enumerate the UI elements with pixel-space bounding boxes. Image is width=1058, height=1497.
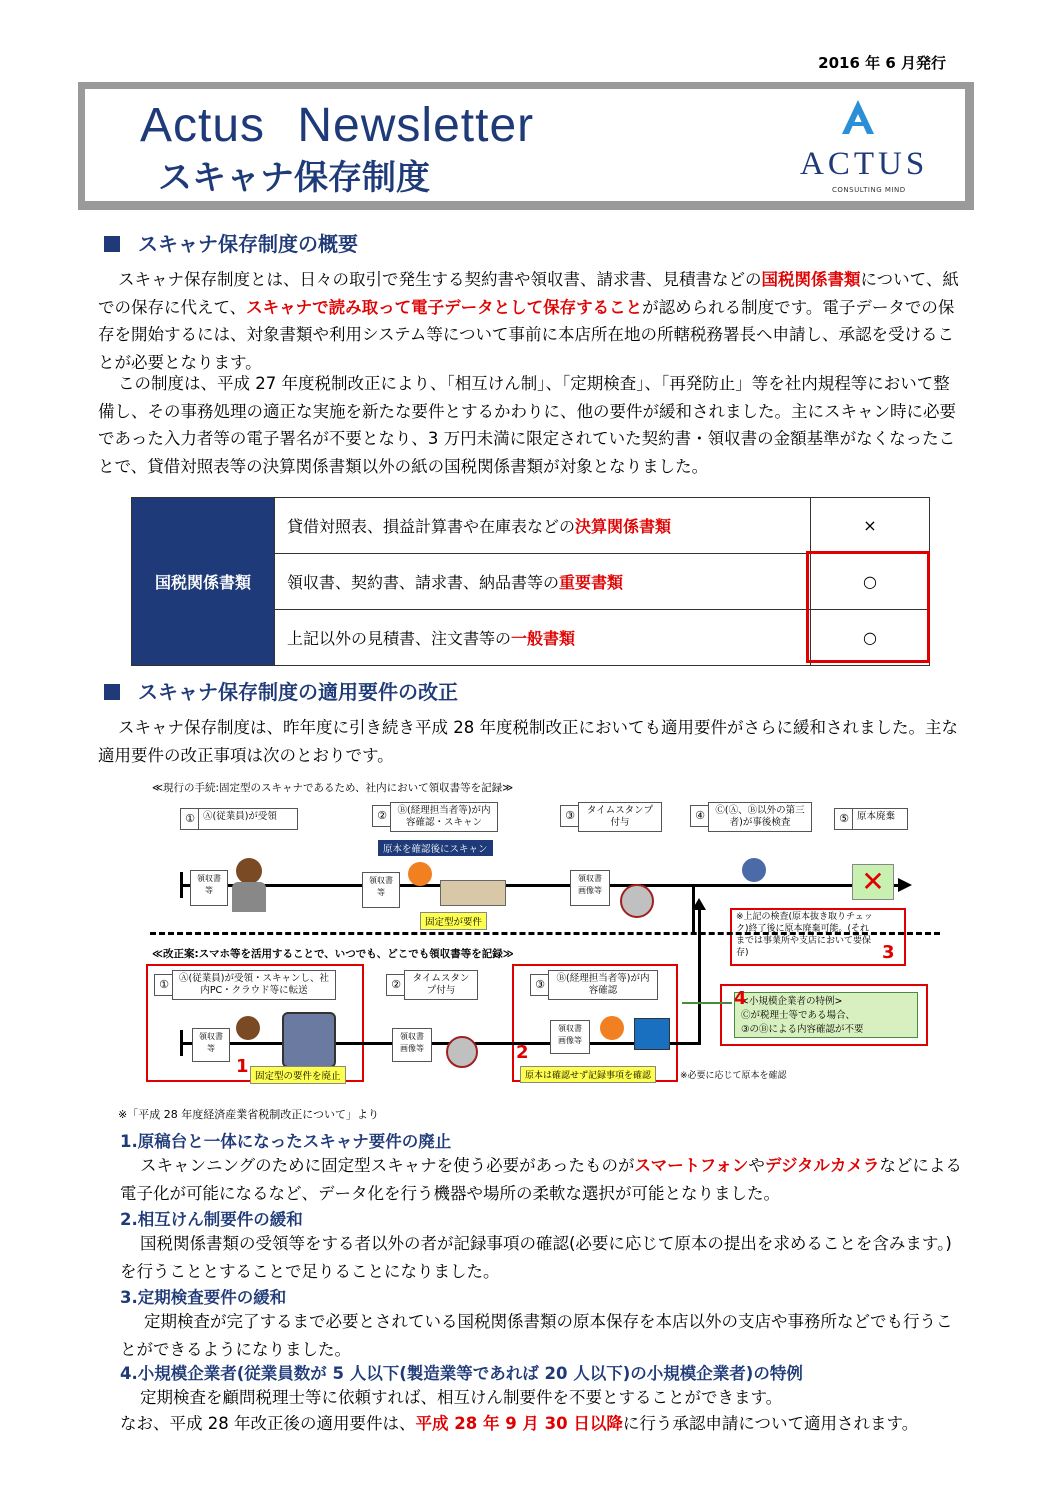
item2-heading: 2.相互けん制要件の緩和 — [120, 1210, 303, 1229]
special-rule-line: Ⓒが税理士等である場合、 — [741, 1010, 856, 1021]
timeline-start — [180, 872, 183, 898]
step-box: Ⓑ(経理担当者等)が内容確認 — [548, 970, 658, 1000]
item3-heading: 3.定期検査要件の緩和 — [120, 1288, 287, 1307]
employee-body-icon — [232, 882, 266, 912]
body-text: 国税関係書類の受領等をする者以外の者が記録事項の確認(必要に応じて原本の提出を求めることを含みます。)を行うこととすることで足りることになりました。 — [120, 1234, 952, 1281]
table-doc-cell: 領収書、契約書、請求書、納品書等の重要書類 — [275, 554, 811, 610]
receipt-image-icon: 領収書画像等 — [550, 1020, 590, 1054]
receipt-icon: 領収書等 — [192, 1028, 230, 1062]
table-mark-cell: × — [811, 498, 930, 554]
square-bullet-icon — [104, 236, 120, 252]
special-connector — [682, 1002, 732, 1004]
section1-heading: スキャナ保存制度の概要 — [104, 228, 358, 257]
body-text: に行う承認申請について適用されます。 — [622, 1414, 919, 1433]
timeline-start — [180, 1030, 183, 1056]
arrow-head-icon — [898, 878, 912, 892]
section1-paragraph2: この制度は、平成 27 年度税制改正により、「相互けん制」、「定期検査」、「再発防止」等を社内規程等において整備し、その事務処理の適正な実施を新たな要件とするかわりに、他の要件が緩和されました。主にスキャン時に必要であった入力者等の電子署名が不要となり、3 万円未満に限定されていた契約書・領収書の金額基準がなくなったことで、貸借対照表等の決算関係書類以外の紙の国税関係書類が対象となりました。 — [98, 374, 956, 476]
closing-note — [120, 1410, 980, 1438]
logo-tagline: CONSULTING MIND — [832, 186, 906, 194]
receipt-icon: 領収書等 — [362, 872, 400, 908]
fixed-required-label: 固定型が要件 — [420, 912, 487, 930]
item2-body — [120, 1230, 968, 1285]
highlight-text: デジタルカメラ — [764, 1156, 880, 1175]
scan-after-check-label: 原本を確認後にスキャン — [378, 840, 493, 856]
employee-icon — [236, 858, 262, 884]
step-number: ② — [372, 805, 392, 827]
table-mark-cell: ○ — [811, 610, 930, 666]
receipt-image-icon: 領収書画像等 — [570, 870, 610, 906]
section2-heading: スキャナ保存制度の適用要件の改正 — [104, 676, 458, 705]
special-rule-line: ③のⒷによる内容確認が不要 — [741, 1024, 864, 1035]
check-note-text: ※上記の検査(原本抜き取りチェック)終了後に原本廃棄可能。(それまでは事業所や支店において要保存) — [736, 912, 873, 958]
highlight-box — [806, 551, 930, 663]
as-needed-note: ※必要に応じて原本を確認 — [680, 1071, 787, 1081]
highlight-text: 平成 28 年 9 月 30 日以降 — [415, 1414, 623, 1433]
procedure-diagram — [140, 780, 950, 1100]
receipt-image-icon: 領収書画像等 — [392, 1028, 432, 1062]
highlight-text: 国税関係書類 — [761, 270, 861, 289]
newsletter-subtitle: スキャナ保存制度 — [158, 158, 430, 198]
accountant-icon — [408, 862, 432, 886]
body-text: 定期検査が完了するまで必要とされている国税関係書類の原本保存を本店以外の支店や事務所などでも行うことができるようになりました。 — [120, 1312, 953, 1359]
step-box: Ⓐ(従業員)が受領・スキャンし、社内PC・クラウド等に転送 — [172, 970, 336, 1000]
step-box: Ⓑ(経理担当者等)が内容確認・スキャン — [390, 802, 498, 832]
current-procedure-title: ≪現行の手続:固定型のスキャナであるため、社内において領収書等を記録≫ — [152, 782, 514, 794]
step-number: ① — [154, 974, 174, 996]
timeline-line — [180, 1042, 700, 1045]
body-text: なお、平成 28 年改正後の適用要件は、 — [120, 1414, 416, 1433]
body-text: 定期検査を顧問税理士等に依頼すれば、相互けん制要件を不要とすることができます。 — [140, 1388, 783, 1407]
table-doc-cell: 貸借対照表、損益計算書や在庫表などの決算関係書類 — [275, 498, 811, 554]
logo-text: ACTUS — [800, 146, 929, 182]
callout-number-1: 1 — [236, 1056, 249, 1077]
highlight-text: スキャナで読み取って電子データとして保存すること — [246, 297, 643, 317]
callout-number-4: 4 — [734, 988, 747, 1009]
step-box: タイムスタンプ付与 — [578, 802, 662, 832]
body-text: が認められる制度です。電子データでの保存を開始するには、対象書類や利用システム等について事前に本店所在地の所轄税務署長へ申請し、承認を受けることが必要となります。 — [98, 297, 955, 372]
special-rule-title: <小規模企業者の特例> — [741, 996, 843, 1007]
body-text: スキャンニングのために固定型スキャナを使う必要があったものが — [140, 1156, 635, 1175]
scanner-icon — [440, 880, 506, 906]
body-text: スキャナ保存制度とは、日々の取引で発生する契約書や領収書、請求書、見積書などの — [118, 270, 762, 289]
section2-intro: スキャナ保存制度は、昨年度に引き続き平成 28 年度税制改正においても適用要件がさらに緩和されました。主な適用要件の改正事項は次のとおりです。 — [98, 718, 958, 765]
square-bullet-icon — [104, 684, 120, 700]
step-number: ③ — [560, 805, 580, 827]
employee-icon — [236, 1016, 260, 1040]
item4-body — [120, 1384, 968, 1412]
abolish-fixed-label: 固定型の要件を廃止 — [250, 1066, 346, 1084]
table-doc-cell: 上記以外の見積書、注文書等の一般書類 — [275, 610, 811, 666]
item3-body — [120, 1308, 968, 1363]
discard-x-icon: ✕ — [852, 864, 894, 900]
timeline-arrow — [180, 884, 900, 887]
section1-paragraph1 — [98, 266, 960, 376]
step-number: ⑤ — [834, 808, 854, 830]
step-number: ① — [180, 808, 200, 830]
arrow-up-icon — [692, 898, 706, 910]
table-row — [132, 498, 930, 554]
step-box: タイムスタンプ付与 — [404, 970, 478, 1000]
item4-heading: 4.小規模企業者(従業員数が 5 人以下(製造業等であれば 20 人以下)の小規模企業者)の特例 — [120, 1364, 803, 1383]
dashed-divider — [150, 932, 940, 935]
newsletter-title: Actus Newsletter — [140, 99, 535, 152]
table-mark-cell: ○ — [811, 554, 930, 610]
accountant-icon — [600, 1016, 624, 1040]
body-text: や — [748, 1156, 765, 1175]
step-box: 原本廃棄 — [852, 808, 908, 830]
body-text: について、紙での保存に代えて、 — [98, 270, 959, 317]
pc-monitor-icon — [634, 1018, 670, 1050]
connector-up-line — [698, 906, 701, 1045]
step-number: ④ — [690, 805, 710, 827]
body-text: などによる電子化が可能になるなど、データ化を行う機器や場所の柔軟な選択が可能となりました。 — [120, 1156, 962, 1203]
timestamp-seal-icon — [620, 884, 654, 918]
callout-number-2: 2 — [516, 1042, 529, 1063]
diagram-source: ※「平成 28 年度経済産業省税制改正について」より — [118, 1108, 379, 1121]
table-label-cell: 国税関係書類 — [132, 498, 275, 666]
no-original-check-label: 原本は確認せず記録事項を確認 — [520, 1066, 656, 1083]
receipt-icon: 領収書等 — [190, 870, 228, 906]
issue-date: 2016 年 6 月発行 — [818, 54, 946, 72]
actus-logo-icon — [838, 98, 878, 138]
highlight-text: スマートフォン — [634, 1156, 749, 1175]
step-number: ③ — [530, 974, 550, 996]
reform-title: ≪改正案:スマホ等を活用することで、いつでも、どこでも領収書等を記録≫ — [152, 948, 514, 960]
inspector-icon — [742, 858, 766, 882]
special-rule-box — [734, 992, 918, 1038]
callout-number-3: 3 — [882, 942, 895, 963]
item1-heading: 1.原稿台と一体になったスキャナ要件の廃止 — [120, 1132, 452, 1151]
timestamp-seal-icon — [446, 1036, 478, 1068]
smartphone-icon — [282, 1012, 336, 1068]
step-box: Ⓒ(Ⓐ、Ⓑ以外の第三者)が事後検査 — [708, 802, 812, 832]
step-number: ② — [386, 974, 406, 996]
step-box: Ⓐ(従業員)が受領 — [198, 808, 298, 830]
item1-body — [120, 1152, 968, 1207]
